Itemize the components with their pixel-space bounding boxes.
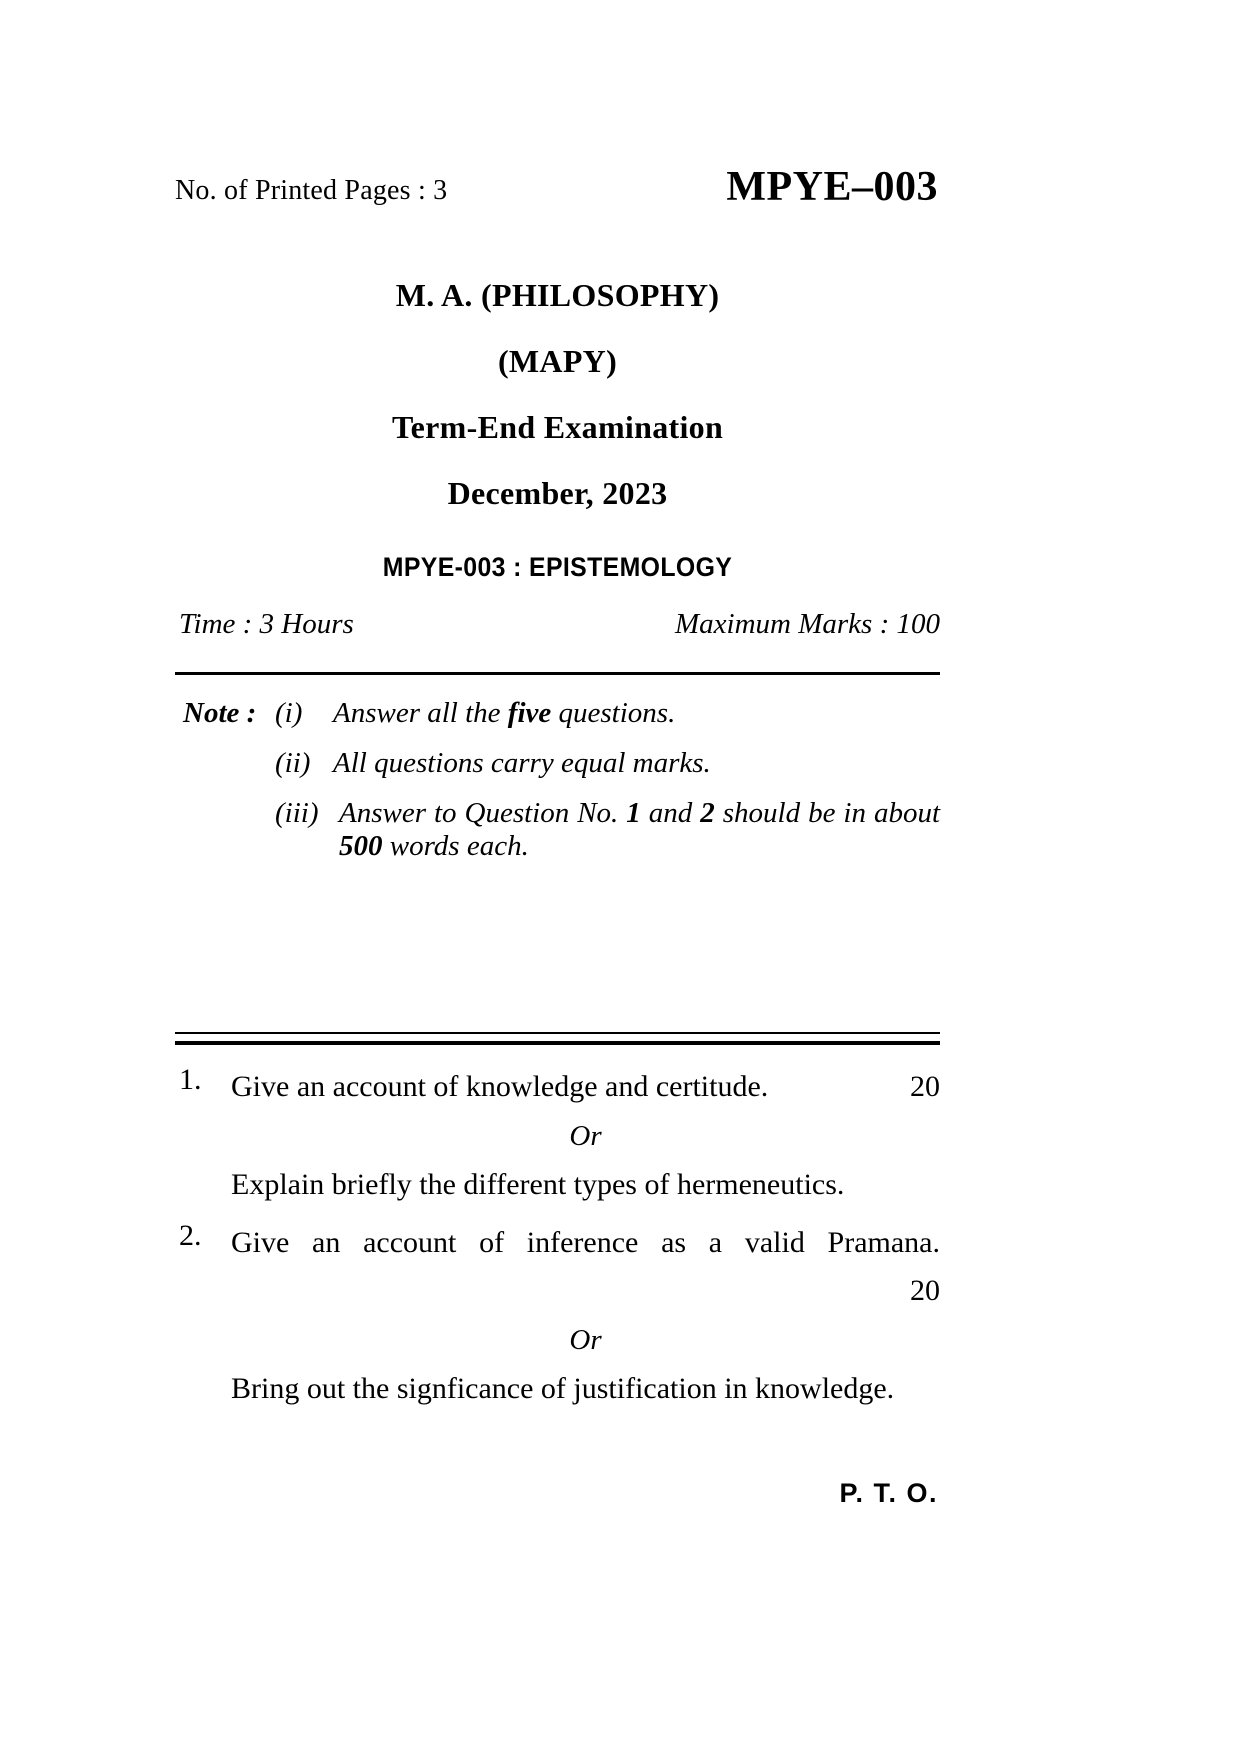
note-text-part: words each.	[382, 830, 529, 862]
note-emphasis: five	[507, 697, 552, 729]
note-item-number: (ii)	[275, 747, 311, 779]
note-item	[175, 797, 940, 863]
note-text-part: questions.	[551, 697, 676, 729]
title-block	[175, 262, 940, 583]
question-marks: 20	[910, 1070, 940, 1103]
note-item-text: All questions carry equal marks.	[333, 747, 711, 779]
question-item	[175, 1219, 940, 1413]
question-main-line	[231, 1063, 940, 1111]
note-text-part: be in about	[808, 797, 941, 829]
note-item-number: (i)	[275, 697, 303, 729]
note-text-part: should	[714, 797, 801, 829]
note-item	[175, 747, 940, 780]
exam-session: December, 2023	[447, 475, 668, 511]
exam-paper-page	[175, 0, 940, 1754]
note-text-part: Answer all the	[333, 697, 508, 729]
question-marks: 20	[910, 1274, 940, 1307]
exam-meta-row	[175, 608, 940, 648]
paper-code: MPYE–003	[726, 164, 938, 210]
exam-type: Term-End Examination	[391, 409, 724, 445]
question-number: 2.	[179, 1219, 202, 1252]
note-text-part: Answer to Question No.	[339, 797, 627, 829]
note-emphasis: 500	[339, 830, 383, 862]
or-separator: Or	[569, 1324, 602, 1356]
maximum-marks: Maximum Marks : 100	[675, 608, 940, 640]
question-body	[231, 1219, 940, 1413]
question-alternative-text: Explain briefly the different types of hermeneutics.	[231, 1168, 845, 1201]
note-item	[175, 697, 940, 730]
question-number: 1.	[179, 1063, 202, 1096]
question-alternative-text: Bring out the signficance of justification in knowledge.	[231, 1372, 895, 1405]
or-separator: Or	[569, 1120, 602, 1152]
subject-title: MPYE-003 : EPISTEMOLOGY	[382, 552, 733, 582]
note-divider-rule	[175, 1032, 940, 1045]
programme-title: M. A. (PHILOSOPHY)	[395, 277, 720, 313]
note-emphasis: 1	[626, 797, 641, 829]
note-item-number: (iii)	[275, 797, 319, 829]
programme-code: (MAPY)	[497, 343, 618, 379]
page-header	[175, 163, 940, 219]
question-item	[175, 1063, 940, 1209]
questions-list	[175, 1063, 940, 1417]
time-allowed: Time : 3 Hours	[179, 608, 354, 640]
header-divider-rule	[175, 672, 940, 675]
question-text: Give an account of inference as a valid Pramana.	[231, 1226, 940, 1259]
note-block	[175, 697, 940, 880]
question-body	[231, 1063, 940, 1209]
note-item-text	[333, 697, 940, 730]
page-turn-over-label: P. T. O.	[839, 1478, 938, 1508]
note-text-part: and	[640, 797, 701, 829]
printed-pages-label: No. of Printed Pages : 3	[175, 175, 448, 206]
question-text: Give an account of knowledge and certitude.	[231, 1070, 769, 1103]
note-label: Note :	[183, 697, 257, 729]
note-emphasis: 2	[700, 797, 715, 829]
note-item-text	[339, 797, 940, 863]
